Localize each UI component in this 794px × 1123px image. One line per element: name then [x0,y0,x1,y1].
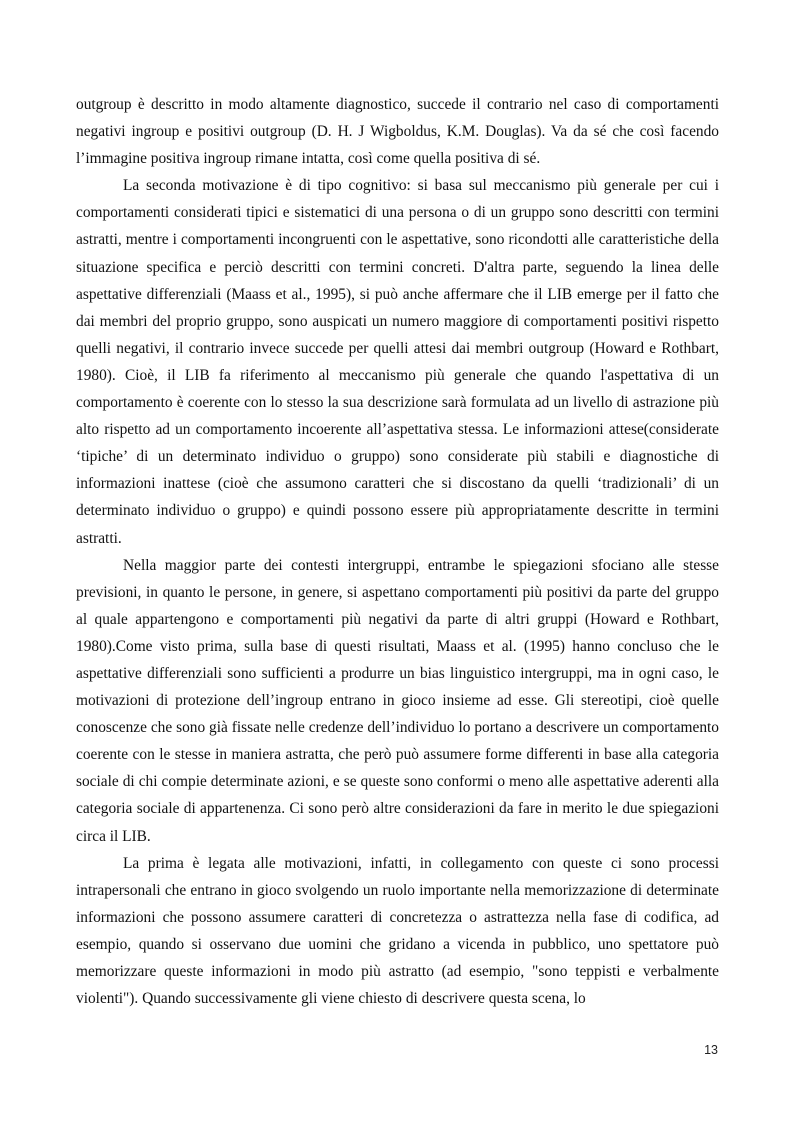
paragraph-continuation: outgroup è descritto in modo altamente diagnostico, succede il contrario nel caso di comportamenti negativi ingroup e positivi outgroup (D. H. J Wigboldus, K.M. Douglas). Va da sé che così facendo l’immagine positiva ingroup rimane intatta, così come quella positiva di sé. [76,96,719,168]
page-body [76,91,719,1012]
paragraph-first-explanation: La prima è legata alle motivazioni, infatti, in collegamento con queste ci sono processi intrapersonali che entrano in gioco svolgendo un ruolo importante nella memorizzazione di determinate informazioni che possono assumere caratteri di concretezza o astrattezza nella fase di codifica, ad esempio, quando si osservano due uomini che gridano a vicenda in pubblico, uno spettatore può memorizzare queste informazioni in modo più astratto (ad esempio, "sono teppisti e verbalmente violenti"). Quando successivamente gli viene chiesto di descrivere questa scena, lo [76,854,719,1008]
page-number: 13 [704,1043,718,1057]
paragraph-cognitive-motivation: La seconda motivazione è di tipo cognitivo: si basa sul meccanismo più generale per cui i comportamenti considerati tipici e sistematici di una persona o di un gruppo sono descritti con termini astratti, mentre i comportamenti incongruenti con le aspettative, sono ricondotti alle caratteristiche della situazione specifica e perciò descritti con termini concreti. D'altra parte, seguendo la linea delle aspettative differenziali (Maass et al., 1995), si può anche affermare che il LIB emerge per il fatto che dai membri del proprio gruppo, sono auspicati un numero maggiore di comportamenti positivi rispetto quelli negativi, il contrario invece succede per quelli attesi dai membri outgroup (Howard e Rothbart, 1980). Cioè, il LIB fa riferimento al meccanismo più generale che quando l'aspettativa di un comportamento è coerente con lo stesso la sua descrizione sarà formulata ad un livello di astrazione più alto rispetto ad un comportamento incoerente all’aspettativa stessa. Le informazioni attese(considerate ‘tipiche’ di un determinato individuo o gruppo) sono considerate più stabili e diagnostiche di informazioni inattese (cioè che assumono caratteri che si discostano da quelli ‘tradizionali’ di un determinato individuo o gruppo) e quindi possono essere più appropriatamente descritte in termini astratti. [76,177,719,547]
paragraph-intergroup-contexts: Nella maggior parte dei contesti intergruppi, entrambe le spiegazioni sfociano alle stesse previsioni, in quanto le persone, in genere, si aspettano comportamenti più positivi da parte del gruppo al quale appartengono e comportamenti più negativi da parte di altri gruppi (Howard e Rothbart, 1980).Come visto prima, sulla base di questi risultati, Maass et al. (1995) hanno concluso che le aspettative differenziali sono sufficienti a produrre un bias linguistico intergruppi, ma in ogni caso, le motivazioni di protezione dell’ingroup entrano in gioco insieme ad esse. Gli stereotipi, cioè quelle conoscenze che sono già fissate nelle credenze dell’individuo lo portano a descrivere un comportamento coerente con le stesse in maniera astratta, che però può assumere forme differenti in base alla categoria sociale di chi compie determinate azioni, e se queste sono conformi o meno alle aspettative aderenti alla categoria sociale di appartenenza. Ci sono però altre considerazioni da fare in merito le due spiegazioni circa il LIB. [76,556,719,845]
